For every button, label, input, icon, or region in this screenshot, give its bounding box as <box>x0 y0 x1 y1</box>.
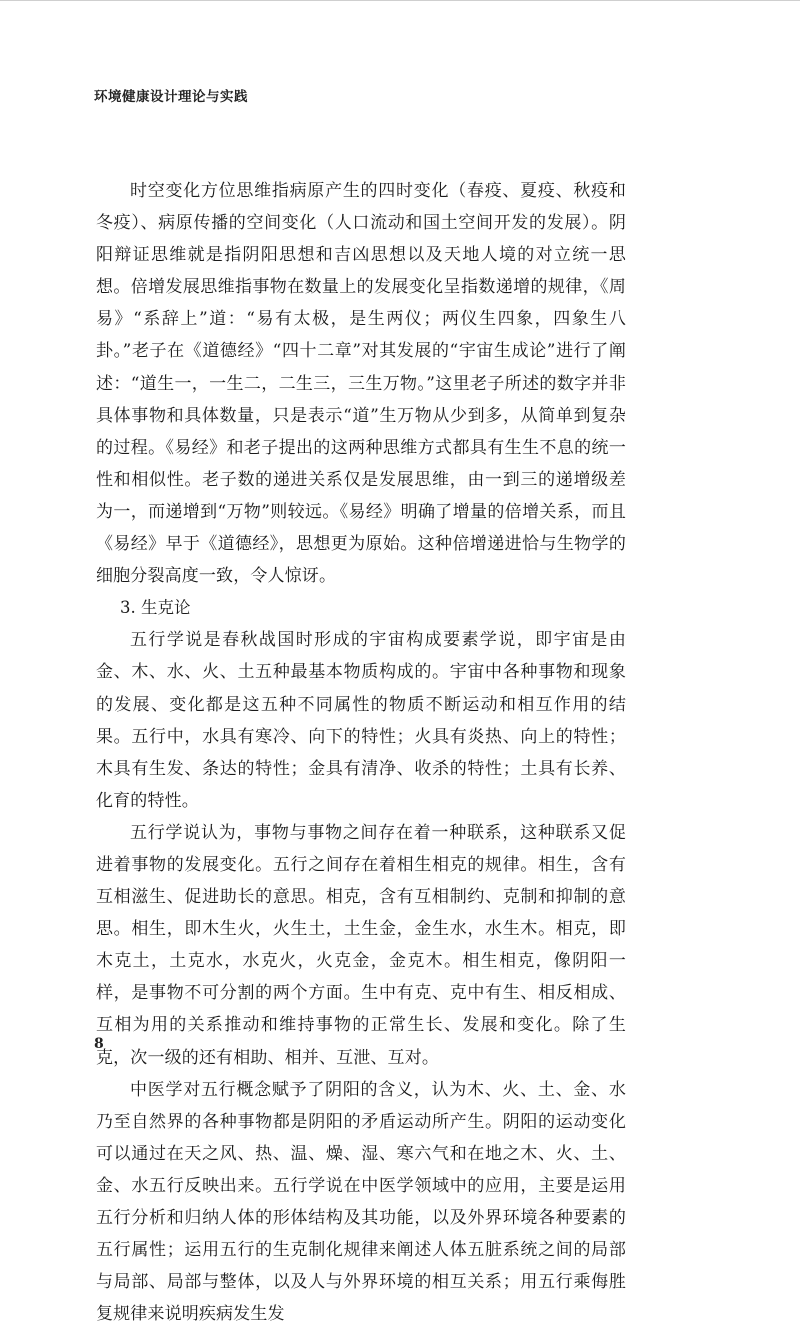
body-text <box>96 175 626 1330</box>
paragraph-five-elements-intro: 五行学说是春秋战国时形成的宇宙构成要素学说，即宇宙是由金、木、水、火、土五种最基本物质构成的。宇宙中各种事物和现象的发展、变化都是这五种不同属性的物质不断运动和相互作用的结果。五行中，水具有寒冷、向下的特性；火具有炎热、向上的特性；木具有生发、条达的特性；金具有清净、收杀的特性；土具有长养、化育的特性。 <box>96 630 626 811</box>
running-header: 环境健康设计理论与实践 <box>94 89 248 105</box>
paragraph-time-space-thinking: 时空变化方位思维指病原产生的四时变化（春疫、夏疫、秋疫和冬疫）、病原传播的空间变化（人口流动和国土空间开发的发展）。阴阳辩证思维就是指阴阳思想和吉凶思想以及天地人境的对立统一思想。倍增发展思维指事物在数量上的发展变化呈指数递增的规律，《周易》“系辞上”道：“易有太极，是生两仪；两仪生四象，四象生八卦。”老子在《道德经》“四十二章”对其发展的“宇宙生成论”进行了阐述：“道生一，一生二，二生三，三生万物。”这里老子所述的数字并非具体事物和具体数量，只是表示“道”生万物从少到多，从简单到复杂的过程。《易经》和老子提出的这两种思维方式都具有生生不息的统一性和相似性。老子数的递进关系仅是发展思维，由一到三的递增级差为一，而递增到“万物”则较远。《易经》明确了增量的倍增关系，而且《易经》早于《道德经》，思想更为原始。这种倍增递进恰与生物学的细胞分裂高度一致，令人惊讶。 <box>96 181 626 587</box>
page-number: 8 <box>94 1036 104 1052</box>
paragraph-chinese-medicine: 中医学对五行概念赋予了阴阳的含义，认为木、火、土、金、水乃至自然界的各种事物都是阴阳的矛盾运动所产生。阴阳的运动变化可以通过在天之风、热、温、燥、湿、寒六气和在地之木、火、土、金、水五行反映出来。五行学说在中医学领域中的应用，主要是运用五行分析和归纳人体的形体结构及其功能，以及外界环境各种要素的五行属性；运用五行的生克制化规律来阐述人体五脏系统之间的局部与局部、局部与整体，以及人与外界环境的相互关系；用五行乘侮胜复规律来说明疾病发生发 <box>96 1079 626 1325</box>
paragraph-generation-restriction: 五行学说认为，事物与事物之间存在着一种联系，这种联系又促进着事物的发展变化。五行之间存在着相生相克的规律。相生，含有互相滋生、促进助长的意思。相克，含有互相制约、克制和抑制的意思。相生，即木生火，火生土，土生金，金生水，水生木。相克，即木克土，土克水，水克火，火克金，金克木。相生相克，像阴阳一样，是事物不可分割的两个方面。生中有克、克中有生、相反相成、互相为用的关系推动和维持事物的正常生长、发展和变化。除了生克，次一级的还有相助、相并、互泄、互对。 <box>96 822 626 1068</box>
section-heading: 3. 生克论 <box>120 598 191 618</box>
page-top-border <box>0 0 800 1</box>
